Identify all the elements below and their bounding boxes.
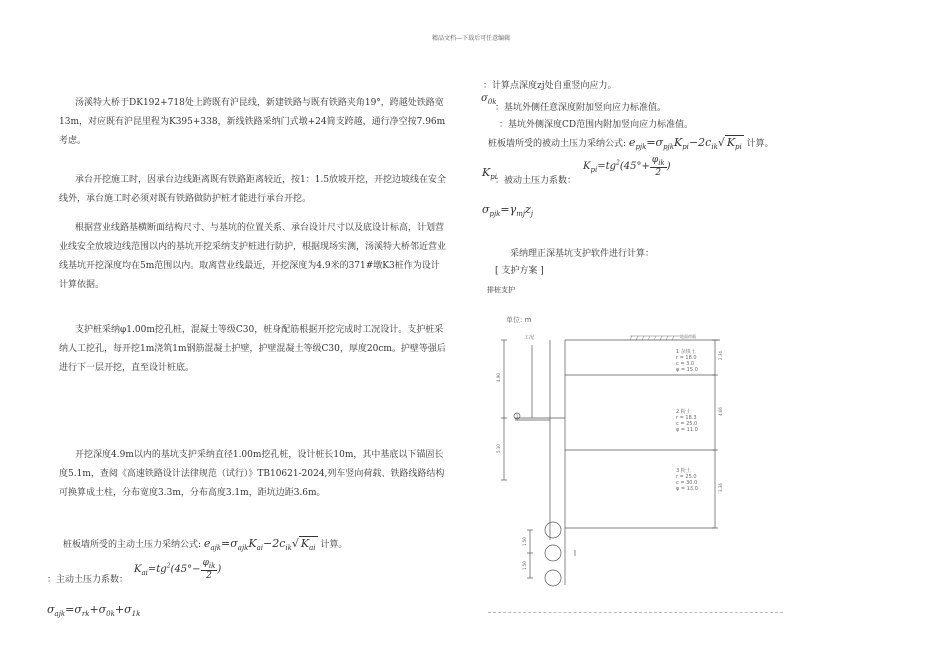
pile-heading: 排桩支护 [487,286,515,294]
definition-sigma-1k: ：基坑外侧深度CD范围内附加竖向应力标准值。 [499,120,694,130]
ka-label: ：主动土压力系数： [47,575,129,585]
active-pressure-prefix: 桩板墙所受的主动土压力采纳公式: [63,540,202,550]
page-header: 精品文档---下载后可任意编辑 [432,35,511,42]
layer2-r: r = 18.3 [676,415,697,421]
surcharge-label: 地面荷载 [680,334,696,339]
layer3-name: 3 粉土 [676,468,691,474]
page-footer-rule [488,612,783,613]
layer2-c: c = 25.0 [676,421,698,427]
kp-equation: $K_{pi}=tg^2(45^\circ+$ $\frac{\varphi_{ik}}{2}$ ) [583,155,671,178]
sigma-pjk-equation: $\sigma_{pjk}=\gamma_{mj}z_j$ [482,203,533,218]
layer3-c: c = 30.0 [676,480,698,486]
spacing-dim-2: 1.50 [522,561,527,570]
layer3-r: r = 25.0 [676,474,697,480]
ka-equation: $K_{ai}=tg^2(45^\circ-$ $\frac{\varphi_{ik}}{2}$ ) [134,558,222,581]
layer2-name: 2 粉土 [676,409,691,415]
active-pressure-suffix: 计算。 [320,540,348,550]
paragraph-load-conversion: 开挖深度4.9m以内的基坑支护采纳直径1.00m挖孔桩，设计桩长10m，其中基底以下锚固长度5.1m，查阅《高速铁路设计法律规范（试行）》TB10621-2024,列车竖向荷载、铁路线路结构可换算成土柱，分布宽度3.3m，分布高度3.1m，距坑边距3.6m。 [59,450,445,498]
passive-pressure-equation: $e_{pjk}=\sigma_{pjk}K_{pi}-2c_{ik}√$ $K_{pi}$ [628,136,742,151]
layer2-phi: φ = 11.0 [676,427,698,433]
definition-sigma-rk: ：计算点深度zj处自重竖向应力。 [483,81,617,91]
spacing-dim-1: 1.50 [522,537,527,546]
right-dim-3: 3.36 [718,483,723,492]
paragraph-bridge-overview: 汤溪特大桥于DK192+718处上跨既有沪昆线，新建铁路与既有铁路夹角19°，跨越处铁路宽13m，对应既有沪昆里程为K395+338，新线铁路采纳门式墩+24简支跨越，通行净空按7.96m考虑。 [59,98,446,146]
software-line: 采纳理正深基坑支护软件进行计算： [510,249,655,259]
paragraph-pile-design: 支护桩采纳φ1.00m挖孔桩，混凝土等级C30，桩身配筋根据开挖完成时工况设计。支护桩采纳人工挖孔，每开挖1m浇筑1m钢筋混凝土护壁，护壁混凝土等级C30，厚度20cm。护壁等强后进行下一层开挖，直至设计桩底。 [59,325,446,373]
right-dim-2: 4.66 [718,407,723,416]
layer1-name: 1 杂填土 [676,349,696,355]
passive-pressure-suffix: 计算。 [746,139,774,149]
scheme-heading: [ 支护方案 ] [495,266,544,276]
pile-support-diagram [490,310,730,595]
layer1-r: r = 18.0 [676,355,697,361]
right-dim-1: 2.34 [718,351,723,360]
anchor-label: 5.10 [496,444,501,453]
passive-pressure-prefix: 桩板墙所受的被动土压力采纳公式: [488,139,627,149]
definition-sigma-0k: ：基坑外侧任意深度附加竖向应力标准值。 [495,103,667,113]
sigma-equation: $\sigma_{ajk}=\sigma_{rk}+\sigma_{0k}+\sigma_{1k}$ [47,603,141,618]
circle-label: 1 [516,414,519,419]
kp-label: ：被动土压力系数： [495,176,577,186]
paragraph-design-basis: 根据营业线路基横断面结构尺寸、与基坑的位置关系、承台设计尺寸以及底设计标高，计划营业线安全放坡边线范围以内的基坑开挖采纳支护桩进行防护，根据现场实测，汤溪特大桥邻近营业线基坑开挖深度均在5m范围以内。取离营业线最近，开挖深度为4.9米的371#墩K3桩作为设计计算依据。 [59,223,447,290]
depth-label: 4.90 [496,373,501,382]
diagram-unit: 单位: m [506,316,532,324]
sigma-0k-symbol: $\sigma_{0k}$ [481,93,497,106]
kp-symbol: $K_{pi}$ [482,166,497,181]
passive-pressure-formula-line [488,133,808,157]
layer1-phi: φ = 15.0 [676,367,698,373]
layer3-phi: φ = 13.0 [676,486,698,492]
layer1-c: c = 3.0 [676,361,695,367]
active-pressure-equation: $e_{ajk}=\sigma_{ajk}K_{ai}-2c_{ik}√$ $K_{ai}$ [203,537,316,552]
workcase-label: 工况 [524,335,535,341]
paragraph-excavation: 承台开挖施工时，因承台边线距离既有铁路距离较近，按1：1.5放坡开挖，开挖边坡线在安全线外，承台施工时必须对既有铁路做防护桩才能进行承台开挖。 [59,175,447,204]
active-pressure-formula-line [63,534,363,558]
